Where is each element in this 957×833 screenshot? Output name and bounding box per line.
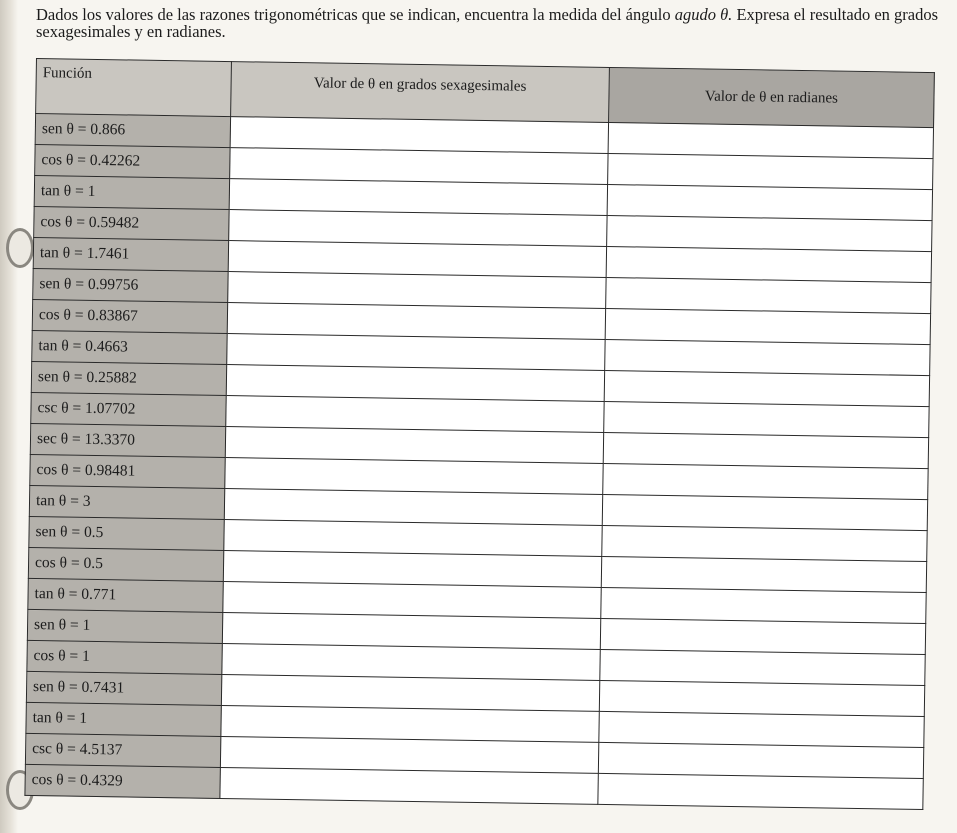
degrees-answer-cell[interactable] bbox=[220, 767, 598, 804]
radians-answer-cell[interactable] bbox=[604, 370, 929, 406]
radians-answer-cell[interactable] bbox=[606, 246, 931, 282]
header-radians: Valor de θ en radianes bbox=[609, 68, 935, 128]
radians-answer-cell[interactable] bbox=[598, 742, 923, 778]
instructions-text-end: Expresa el resultado en grados sexagesimales y en radianes. bbox=[36, 5, 939, 41]
function-cell: cos θ = 0.4329 bbox=[25, 764, 220, 798]
trig-table bbox=[24, 58, 934, 810]
radians-answer-cell[interactable] bbox=[599, 711, 924, 747]
function-cell: sen θ = 0.25882 bbox=[31, 361, 226, 395]
function-cell: csc θ = 1.07702 bbox=[31, 392, 226, 426]
function-cell: tan θ = 1 bbox=[26, 702, 221, 736]
function-cell: cos θ = 0.83867 bbox=[32, 299, 227, 333]
function-cell: sen θ = 0.99756 bbox=[33, 268, 228, 302]
function-cell: tan θ = 0.771 bbox=[28, 578, 223, 612]
function-cell: cos θ = 1 bbox=[27, 640, 222, 674]
radians-answer-cell[interactable] bbox=[601, 556, 926, 592]
radians-answer-cell[interactable] bbox=[603, 432, 928, 468]
radians-answer-cell[interactable] bbox=[608, 123, 933, 159]
exercise-sheet bbox=[24, 58, 934, 832]
instructions bbox=[36, 6, 941, 40]
function-cell: csc θ = 4.5137 bbox=[25, 733, 220, 767]
radians-answer-cell[interactable] bbox=[606, 277, 931, 313]
radians-answer-cell[interactable] bbox=[600, 618, 925, 654]
function-cell: sen θ = 0.7431 bbox=[26, 671, 221, 705]
radians-answer-cell[interactable] bbox=[607, 215, 932, 251]
function-cell: cos θ = 0.59482 bbox=[34, 206, 229, 240]
header-degrees: Valor de θ en grados sexagesimales bbox=[231, 62, 610, 123]
radians-answer-cell[interactable] bbox=[607, 184, 932, 220]
radians-answer-cell[interactable] bbox=[604, 401, 929, 437]
radians-answer-cell[interactable] bbox=[599, 680, 924, 716]
radians-answer-cell[interactable] bbox=[600, 649, 925, 685]
binder-margin bbox=[0, 0, 18, 833]
radians-answer-cell[interactable] bbox=[601, 587, 926, 623]
function-cell: tan θ = 1 bbox=[34, 175, 229, 209]
radians-answer-cell[interactable] bbox=[605, 308, 930, 344]
radians-answer-cell[interactable] bbox=[605, 339, 930, 375]
function-cell: sen θ = 0.5 bbox=[29, 516, 224, 550]
radians-answer-cell[interactable] bbox=[608, 153, 933, 189]
radians-answer-cell[interactable] bbox=[598, 773, 923, 809]
function-cell: sen θ = 0.866 bbox=[35, 114, 230, 148]
function-cell: cos θ = 0.42262 bbox=[35, 144, 230, 178]
header-function: Función bbox=[36, 59, 232, 117]
radians-answer-cell[interactable] bbox=[603, 463, 928, 499]
radians-answer-cell[interactable] bbox=[602, 494, 927, 530]
function-cell: tan θ = 3 bbox=[29, 485, 224, 519]
function-cell: sec θ = 13.3370 bbox=[30, 423, 225, 457]
binder-ring-icon bbox=[6, 228, 34, 268]
function-cell: tan θ = 0.4663 bbox=[32, 330, 227, 364]
function-cell: cos θ = 0.5 bbox=[28, 547, 223, 581]
radians-answer-cell[interactable] bbox=[602, 525, 927, 561]
instructions-text: Dados los valores de las razones trigonométricas que se indican, encuentra la medida del ángulo bbox=[36, 5, 675, 24]
function-cell: cos θ = 0.98481 bbox=[30, 454, 225, 488]
function-cell: tan θ = 1.7461 bbox=[33, 237, 228, 271]
function-cell: sen θ = 1 bbox=[27, 609, 222, 643]
instructions-emphasis: agudo θ. bbox=[674, 5, 733, 24]
